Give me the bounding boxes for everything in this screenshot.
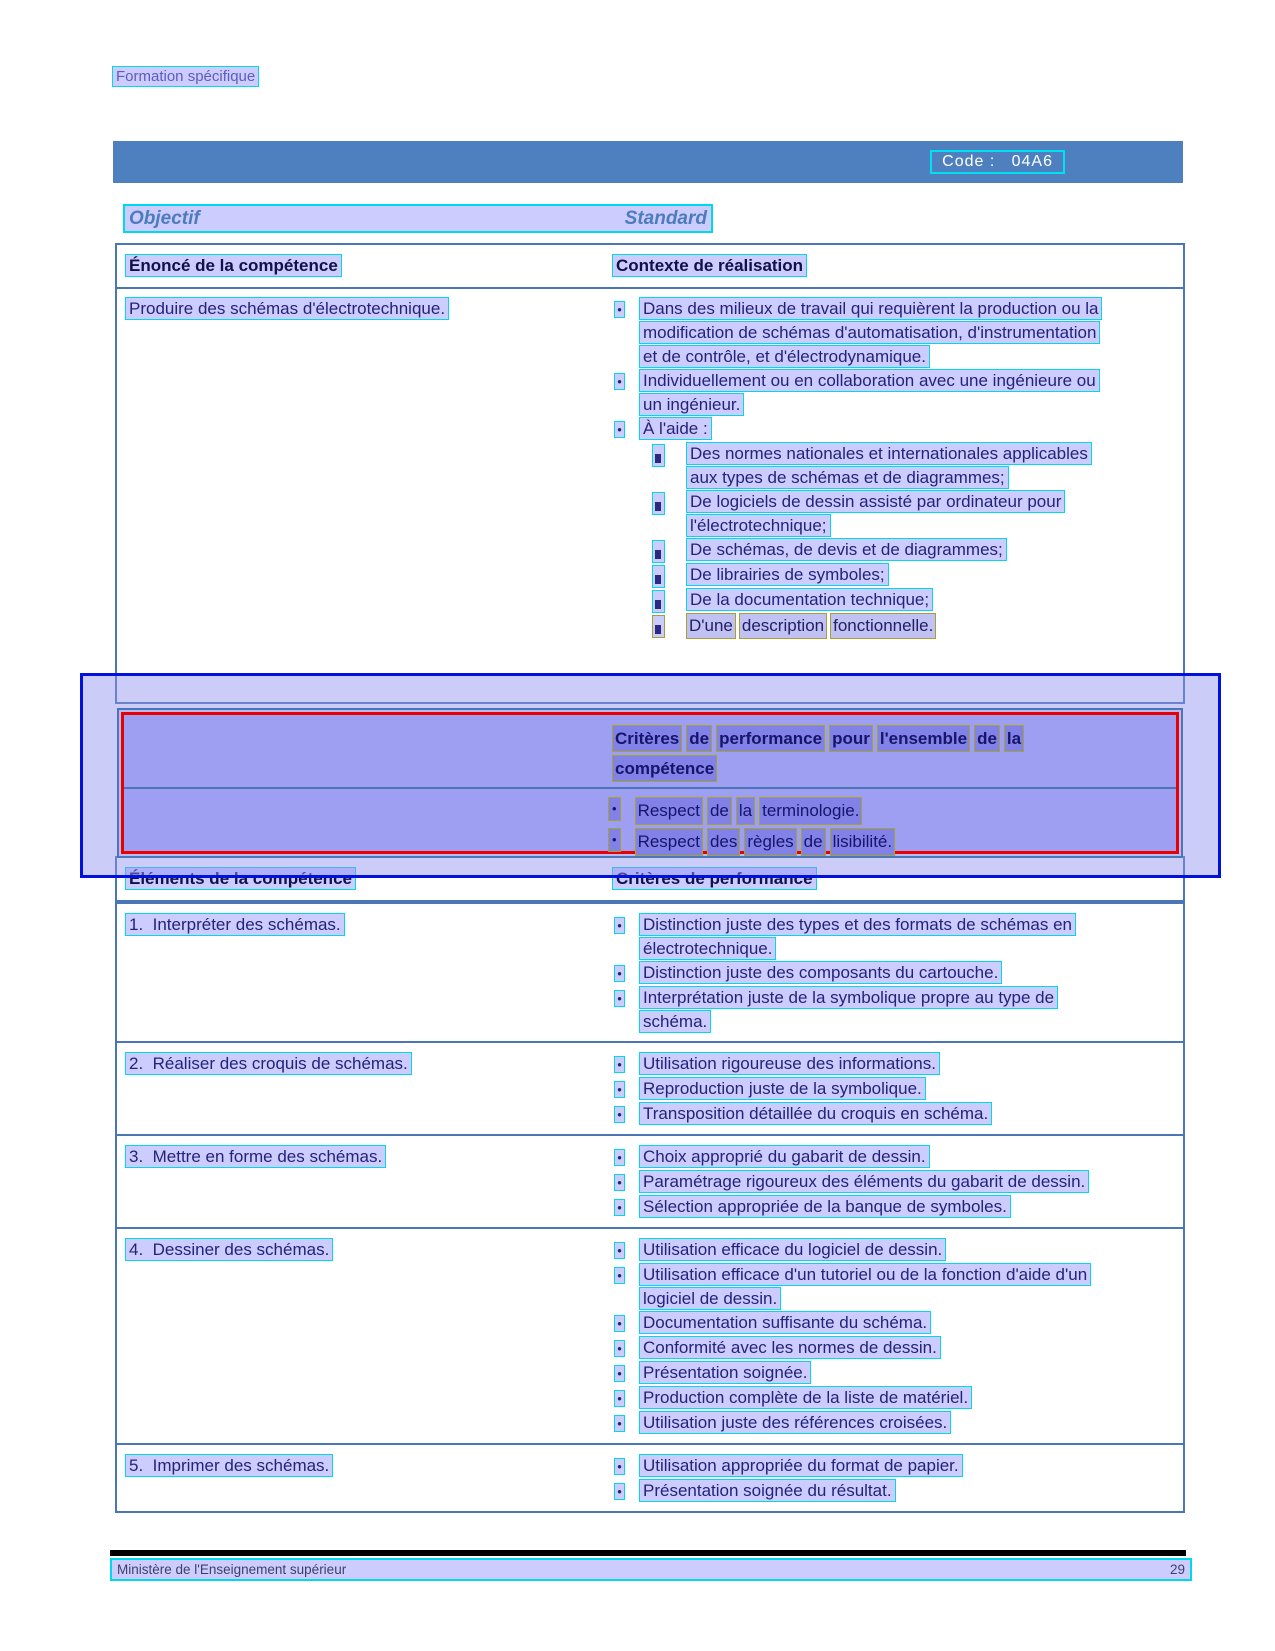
- element-label: 1. Interpréter des schémas.: [125, 913, 345, 936]
- list-item: [612, 1238, 1175, 1263]
- list-item: [608, 828, 1176, 859]
- list-item: [612, 1454, 1175, 1479]
- header-criteres: Critères de performance: [612, 867, 817, 890]
- objectif-heading: Objectif: [129, 207, 200, 229]
- list-item: [612, 1386, 1175, 1411]
- bullet-icon: •: [612, 986, 627, 1011]
- bullet-icon: •: [612, 1361, 627, 1386]
- bullet-icon: •: [612, 297, 627, 322]
- list-item: [612, 297, 1175, 369]
- criteria-text: Documentation suffisante du schéma.: [639, 1311, 931, 1334]
- criteria-text: Sélection appropriée de la banque de symboles.: [639, 1195, 1011, 1218]
- square-bullet-icon: [652, 615, 665, 638]
- list-item: [652, 563, 1175, 588]
- list-item: [612, 1411, 1175, 1436]
- criteres-ensemble-header-row: [124, 715, 1176, 789]
- aide-item-text: Des normes nationales et internationales applicables aux types de schémas et de diagrammes;: [686, 442, 1092, 489]
- aide-item-text: De logiciels de dessin assisté par ordinateur pour l'électrotechnique;: [686, 490, 1065, 537]
- list-item: [612, 1311, 1175, 1336]
- square-bullet-icon: [652, 590, 665, 613]
- elements-table: [115, 856, 1185, 1513]
- list-item: [612, 1102, 1175, 1127]
- bullet-icon: •: [612, 417, 627, 442]
- contexte-item-text: Dans des milieux de travail qui requièrent la production ou la modification de schémas d'automatisation, d'instrumentation et de contrôle, et d'électrodynamique.: [639, 297, 1102, 368]
- square-bullet-icon: [652, 444, 665, 467]
- list-item: [612, 1263, 1175, 1311]
- list-item: [652, 442, 1175, 490]
- list-item: [612, 1361, 1175, 1386]
- bullet-icon: •: [612, 1311, 627, 1336]
- list-item: [612, 913, 1175, 961]
- square-bullet-icon: [652, 492, 665, 515]
- contexte-item-text: À l'aide :: [639, 417, 712, 440]
- list-item: [612, 1077, 1175, 1102]
- aide-item-text: De la documentation technique;: [686, 588, 933, 611]
- contexte-cell: [600, 295, 1183, 641]
- table-row: [117, 1041, 1183, 1134]
- competence-table-body: [117, 289, 1183, 649]
- criteres-ensemble-title: Critères de performance pour l'ensemble de lacompétence: [612, 725, 1062, 785]
- bullet-icon: •: [612, 1479, 627, 1504]
- list-item: [612, 961, 1175, 986]
- bullet-icon: •: [612, 1195, 627, 1220]
- list-item: [612, 986, 1175, 1034]
- aide-item-text: De librairies de symboles;: [686, 563, 889, 586]
- list-item: [652, 613, 1175, 641]
- criteria-text: Transposition détaillée du croquis en schéma.: [639, 1102, 992, 1125]
- header-elements: Éléments de la compétence: [125, 867, 356, 890]
- criteria-text: Production complète de la liste de matériel.: [639, 1386, 972, 1409]
- criteria-text: Présentation soignée.: [639, 1361, 811, 1384]
- list-item: [612, 369, 1175, 417]
- criteria-text: Interprétation juste de la symbolique propre au type de schéma.: [639, 986, 1058, 1033]
- footer-ministry-label: Ministère de l'Enseignement supérieur: [117, 1562, 347, 1577]
- list-item: [612, 417, 1175, 442]
- elements-table-header: [117, 858, 1183, 902]
- list-item: [612, 1170, 1175, 1195]
- criteria-text: Utilisation appropriée du format de papier.: [639, 1454, 963, 1477]
- bullet-icon: •: [612, 1102, 627, 1127]
- bullet-icon: •: [612, 1145, 627, 1170]
- element-label: 5. Imprimer des schémas.: [125, 1454, 333, 1477]
- list-item: [612, 1052, 1175, 1077]
- bullet-icon: •: [608, 797, 621, 821]
- criteria-text: Distinction juste des types et des formats de schémas en électrotechnique.: [639, 913, 1076, 960]
- criteria-text: Conformité avec les normes de dessin.: [639, 1336, 941, 1359]
- criteria-text: Choix approprié du gabarit de dessin.: [639, 1145, 930, 1168]
- square-bullet-icon: [652, 565, 665, 588]
- objectif-standard-strip: [123, 204, 713, 233]
- competence-table-header: [117, 245, 1183, 289]
- competence-table: [115, 243, 1185, 704]
- list-item: [612, 1336, 1175, 1361]
- contexte-item-text: Individuellement ou en collaboration avec une ingénieure ou un ingénieur.: [639, 369, 1100, 416]
- bullet-icon: •: [608, 828, 621, 852]
- bullet-icon: •: [612, 1052, 627, 1077]
- table-row: [117, 1134, 1183, 1227]
- table-row: [117, 1227, 1183, 1443]
- bullet-icon: •: [612, 1077, 627, 1102]
- header-enonce: Énoncé de la compétence: [125, 254, 342, 277]
- bullet-icon: •: [612, 369, 627, 394]
- section-label: [112, 68, 259, 86]
- criteres-ensemble-item: Respect des règles de lisibilité.: [635, 828, 900, 859]
- list-item: [608, 797, 1176, 828]
- criteria-text: Utilisation efficace d'un tutoriel ou de la fonction d'aide d'un logiciel de dessin.: [639, 1263, 1091, 1310]
- aide-item-text-wordboxes: D'une description fonctionnelle.: [686, 613, 939, 641]
- square-bullet-icon: [652, 540, 665, 563]
- bullet-icon: •: [612, 1170, 627, 1195]
- footer: [110, 1558, 1192, 1581]
- table-row: [117, 902, 1183, 1041]
- competence-statement: Produire des schémas d'électrotechnique.: [125, 297, 449, 320]
- footer-rule: [110, 1550, 1186, 1556]
- element-label: 3. Mettre en forme des schémas.: [125, 1145, 386, 1168]
- list-item: [612, 1145, 1175, 1170]
- criteria-text: Paramétrage rigoureux des éléments du gabarit de dessin.: [639, 1170, 1089, 1193]
- bullet-icon: •: [612, 961, 627, 986]
- red-selection-box[interactable]: [121, 712, 1179, 854]
- bullet-icon: •: [612, 1238, 627, 1263]
- bullet-icon: •: [612, 1411, 627, 1436]
- criteria-text: Utilisation efficace du logiciel de dessin.: [639, 1238, 946, 1261]
- header-bar: [113, 141, 1183, 183]
- header-contexte: Contexte de réalisation: [612, 254, 807, 277]
- bullet-icon: •: [612, 1454, 627, 1479]
- bullet-icon: •: [612, 1336, 627, 1361]
- bullet-icon: •: [612, 1263, 627, 1288]
- page-number: 29: [1169, 1562, 1185, 1577]
- bullet-icon: •: [612, 913, 627, 938]
- criteres-ensemble-body-row: [124, 789, 1176, 859]
- standard-heading: Standard: [624, 207, 707, 229]
- criteria-text: Distinction juste des composants du cartouche.: [639, 961, 1002, 984]
- criteria-text: Utilisation juste des références croisées.: [639, 1411, 951, 1434]
- table-row: [117, 1443, 1183, 1511]
- criteria-text: Utilisation rigoureuse des informations.: [639, 1052, 940, 1075]
- aide-item-text: De schémas, de devis et de diagrammes;: [686, 538, 1007, 561]
- list-item: [612, 1195, 1175, 1220]
- criteria-text: Reproduction juste de la symbolique.: [639, 1077, 926, 1100]
- formation-specifique-label: Formation spécifique: [112, 66, 259, 87]
- element-label: 2. Réaliser des croquis de schémas.: [125, 1052, 412, 1075]
- code-badge: Code : 04A6: [930, 150, 1065, 174]
- list-item: [652, 538, 1175, 563]
- bullet-icon: •: [612, 1386, 627, 1411]
- list-item: [652, 588, 1175, 613]
- criteria-text: Présentation soignée du résultat.: [639, 1479, 896, 1502]
- list-item: [612, 1479, 1175, 1504]
- criteres-ensemble-section: [117, 708, 1183, 858]
- competence-cell: [117, 295, 600, 641]
- list-item: [652, 490, 1175, 538]
- criteres-ensemble-item: Respect de la terminologie.: [635, 797, 867, 828]
- element-label: 4. Dessiner des schémas.: [125, 1238, 333, 1261]
